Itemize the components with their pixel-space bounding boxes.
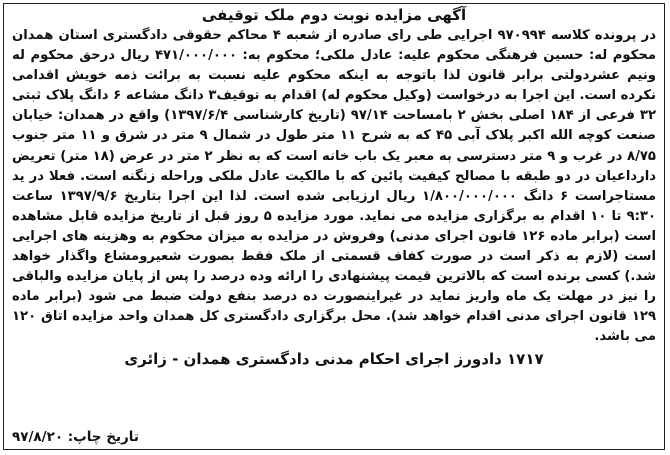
notice-signature: ۱۷۱۷ دادورز اجرای احکام مدنی دادگستری همدان - زائری bbox=[124, 349, 544, 368]
notice-body: در پرونده کلاسه ۹۷۰۹۹۴ اجرایی طی رای صادره از شعبه ۴ محاکم حقوقی دادگستری استان همدان محکوم له: حسین فرهنگی محکوم علیه: عادل ملکی؛ محکوم به: ۴۷۱/۰۰۰/۰۰۰ ریال درحق محکوم له ونیم عشردولتی برابر قانون لذا باتوجه به اینکه محکوم علیه نسبت به برائت ذمه خویش اقدامی نکرده است. این اجرا به درخواست (وکیل محکوم له) اقدام به توقیف۳ دانگ مشاعه ۶ دانگ پلاک ثبتی ۳۲ فرعی از ۱۸۴ اصلی بخش ۲ بامساحت ۹۷/۱۴ (تاریخ کارشناسی ۱۳۹۷/۶/۴) واقع در همدان: خیابان صنعت کوچه الله اکبر پلاک آبی ۴۵ که به شرح ۱۱ متر طول در شمال ۹ متر در شرق و ۱۱ متر جنوب ۸/۷۵ در غرب و ۹ متر دسترسی به معبر یک باب خانه است که به نظر ۲ متر در عرض (۱۸ متر) تعریض دارداعیان در دو طبقه با مصالح کیفیت پائین که با مالکیت عادل ملکی وراحله زنگنه است. فعلا در ید مستاجراست ۶ دانگ ۱/۸۰۰/۰۰۰/۰۰۰ ریال ارزیابی شده است. لذا این اجرا بتاریخ ۱۳۹۷/۹/۶ ساعت ۹:۳۰ تا ۱۰ اقدام به برگزاری مزایده می نماید. مورد مزایده ۵ روز قبل از تاریخ مزایده قابل مشاهده است (برابر ماده ۱۲۶ قانون اجرای مدنی) وفروش در مزایده به میزان محکوم به وهزینه های اجرایی است (لازم به ذکر است در صورت کفاف قسمتی از ملک فقط بصورت شعیرومشاع واگذار خواهد شد.) کسی برنده است که بالاترین قیمت پیشنهادی را ارائه وده درصد را پس از پایان مزایده والباقی را نیز در مهلت یک ماه واریز نماید در غیراینصورت ده درصد بنفع دولت ضبط می شود (برابر ماده ۱۲۹ قانون اجرای مدنی اقدام خواهد شد). محل برگزاری دادگستری کل همدان واحد مزایده اتاق ۱۲۰ می باشد. bbox=[12, 28, 657, 345]
notice-title: آگهی مزایده نوبت دوم ملک توقیفی bbox=[201, 6, 467, 24]
print-date: تاریخ چاپ: ۹۷/۸/۲۰ bbox=[12, 429, 139, 445]
auction-notice bbox=[3, 3, 665, 450]
